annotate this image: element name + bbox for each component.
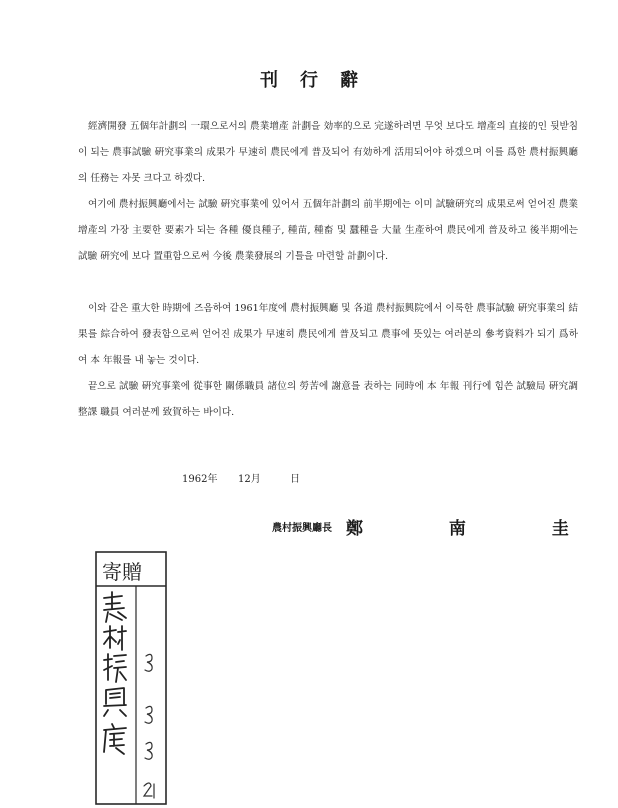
date-month: 12月 <box>238 474 261 485</box>
stamp-handwritten-marks <box>144 654 154 798</box>
signature-block <box>272 514 609 539</box>
paragraph-3: 이와 같은 重大한 時期에 즈음하여 1961年度에 農村振興廳 및 各道 農村振興院에서 이룩한 農事試驗 硏究事業의 結果를 綜合하여 發表함으로써 얻어진 成果가 早速히 農民에게 普及되고 農事에 뜻있는 여러분의 參考資料가 되기 爲하여 本 年報를 내 놓는 것이다. <box>78 303 578 366</box>
paragraph-1: 經濟開發 五個年計劃의 一環으로서의 農業增產 計劃을 効率的으로 完遂하려면 무엇 보다도 增產의 直接的인 뒷받침이 되는 農事試驗 硏究事業의 成果가 早速히 農民에게 普及되어 有効하게 活用되어야 하겠으며 이를 爲한 農村振興廳의 任務는 자못 크다고 하겠다. <box>78 121 578 184</box>
paragraph-4: 끝으로 試驗 硏究事業에 從事한 關係職員 諸位의 勞苦에 謝意를 表하는 同時에 本 年報 刊行에 힘쓴 試驗局 硏究調整課 職員 여러분께 致賀하는 바이다. <box>78 381 578 418</box>
date-day: 日 <box>290 474 300 485</box>
signer-organization: 農村振興廳長 <box>272 523 332 534</box>
paragraph-2: 여기에 農村振興廳에서는 試驗 硏究事業에 있어서 五個年計劃의 前半期에는 이미 試驗硏究의 成果로써 얻어진 農業增產의 가장 主要한 要素가 되는 各種 優良種子, 種苗, 種畜 및 蠶種을 大量 生產하여 農民에게 普及하고 後半期에는 試驗 硏究에 보다 置重함으로써 今後 農業發展의 기틀을 마련할 計劃이다. <box>78 199 578 262</box>
page-title: 刊行辭 <box>260 70 380 91</box>
date-line <box>182 470 300 485</box>
signer-name: 鄭 南 圭 <box>346 519 609 539</box>
stamp-handwriting <box>104 592 126 754</box>
stamp-header-glyphs: 寄贈 <box>102 560 142 584</box>
date-year: 1962年 <box>182 474 218 485</box>
donation-stamp <box>92 548 170 808</box>
